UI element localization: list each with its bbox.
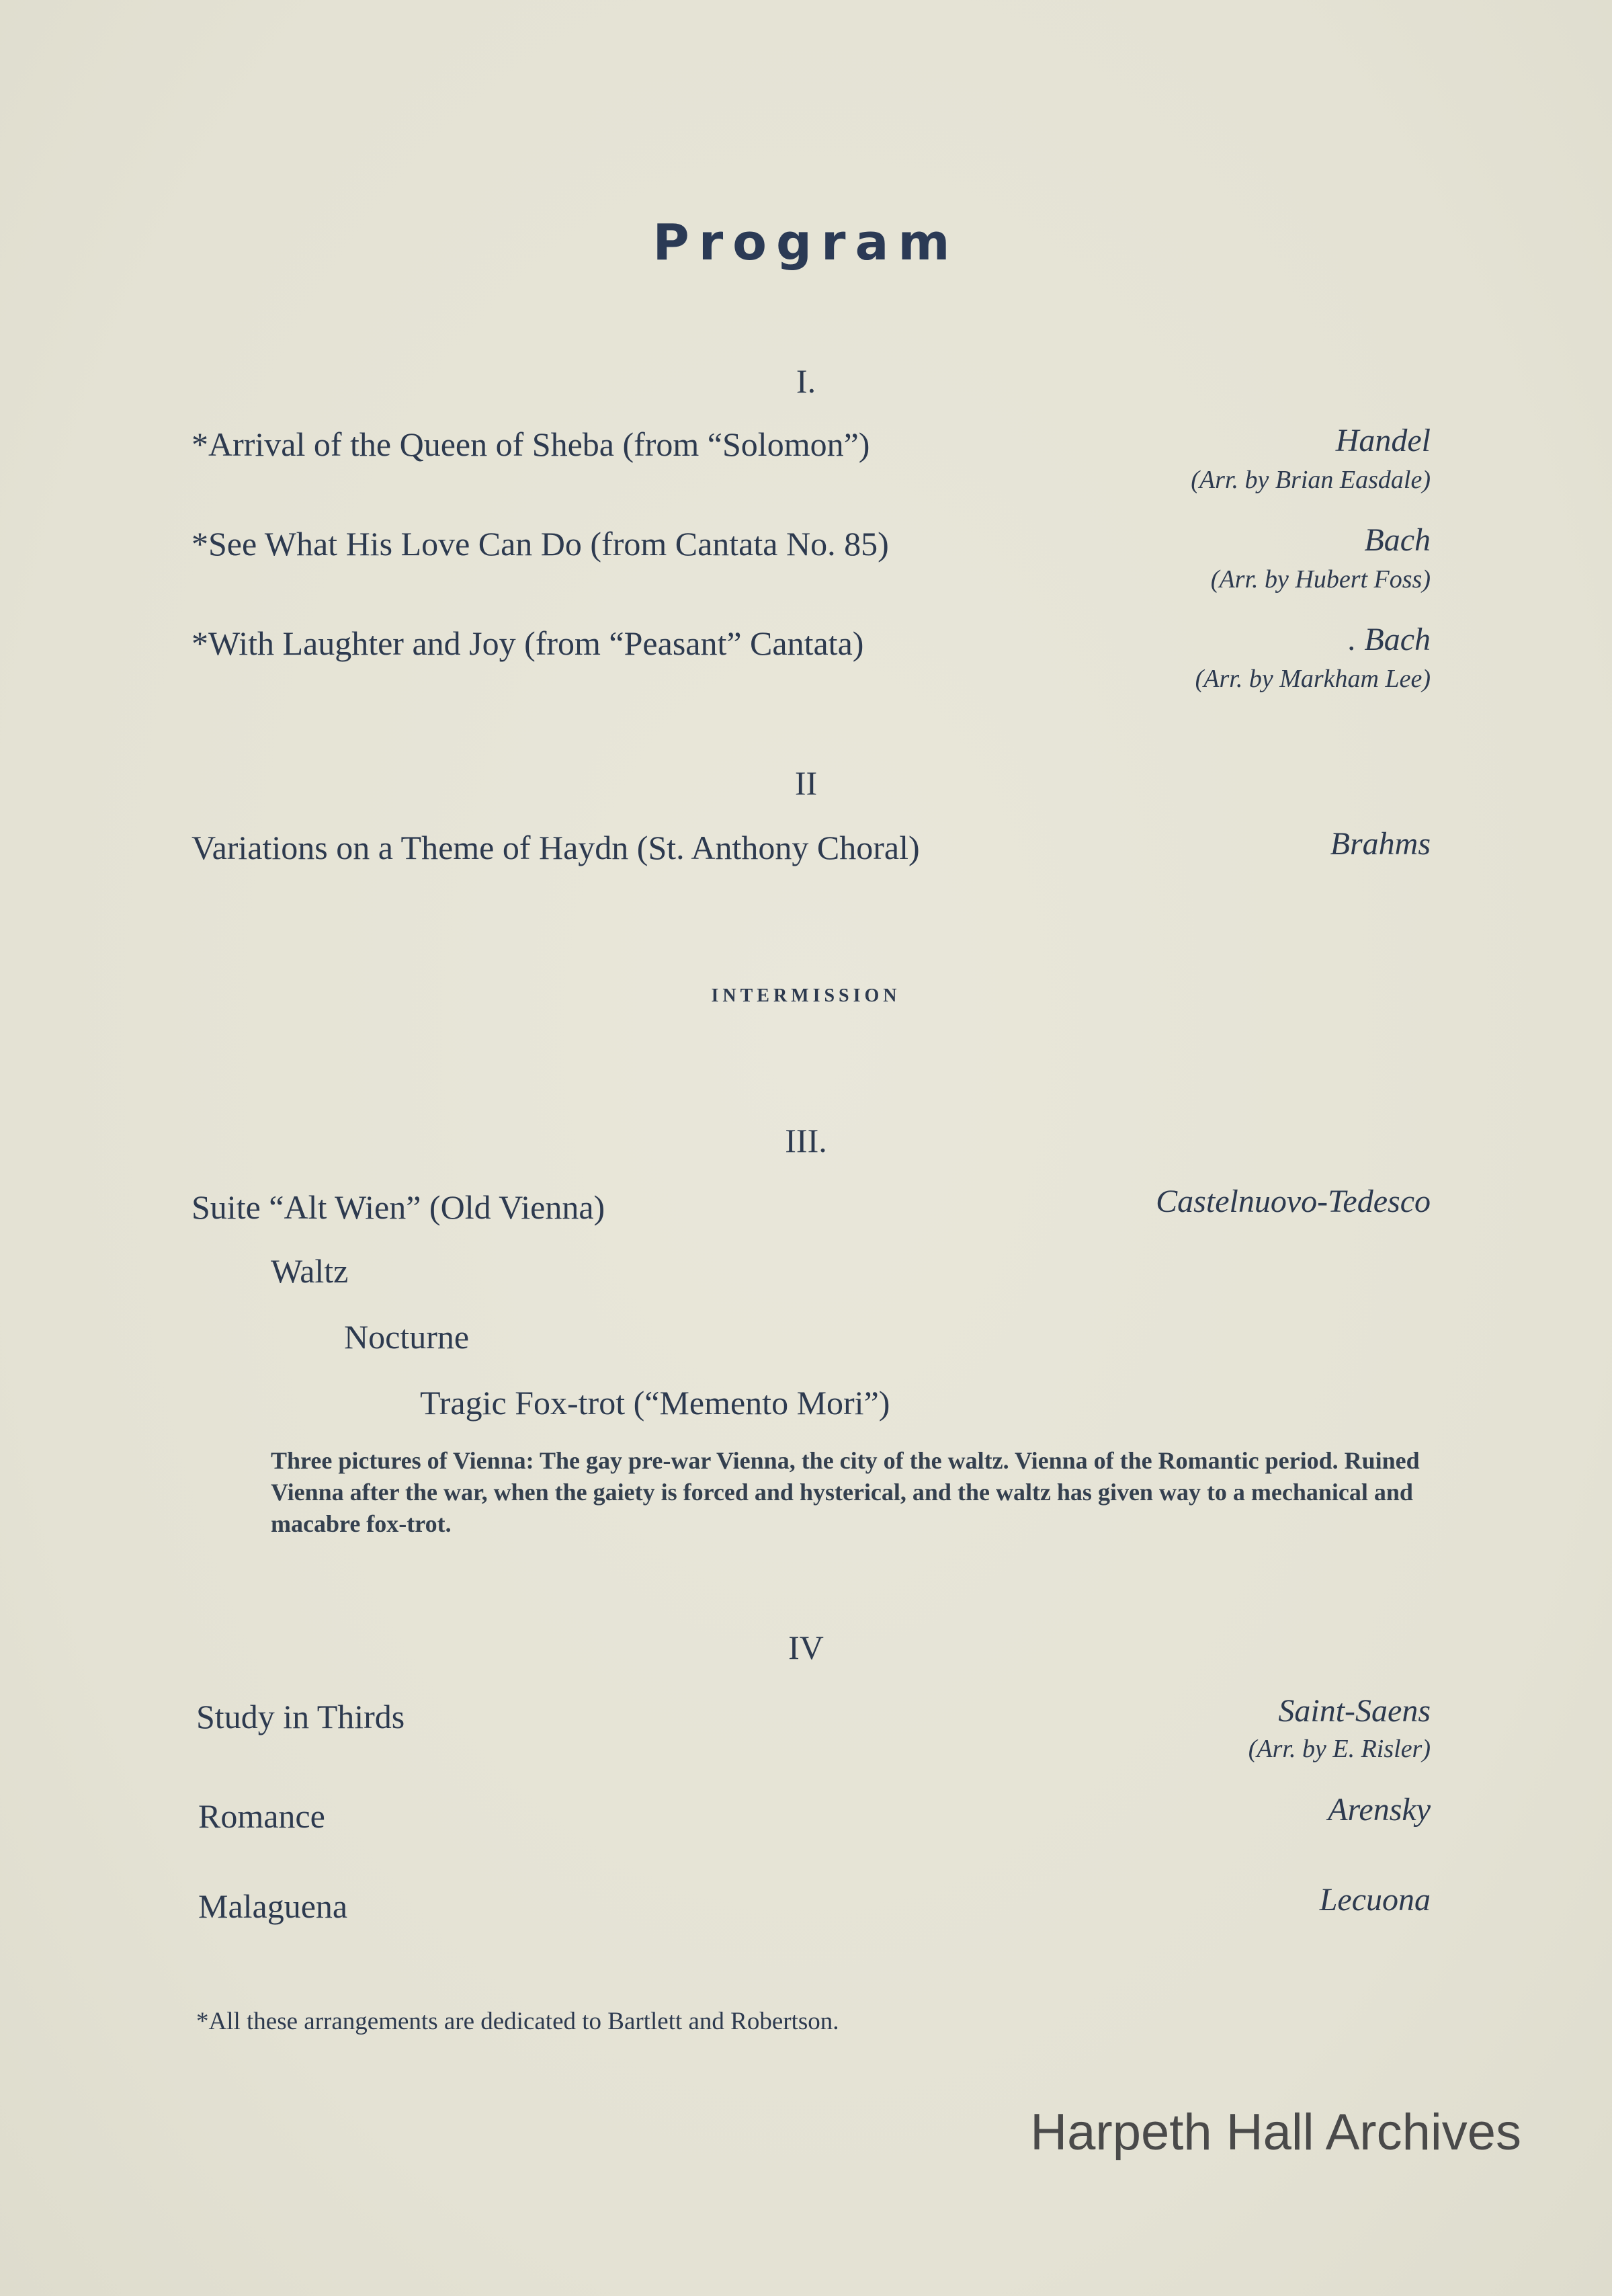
piece-title: Malaguena — [198, 1887, 348, 1925]
movement-title: Nocturne — [344, 1318, 470, 1356]
piece-title: Study in Thirds — [196, 1698, 405, 1735]
piece-title: Suite “Alt Wien” (Old Vienna) — [192, 1188, 605, 1226]
piece-title: Variations on a Theme of Haydn (St. Anthony Choral) — [192, 829, 920, 866]
arranger-credit: (Arr. by Markham Lee) — [1195, 665, 1431, 693]
piece-title: *Arrival of the Queen of Sheba (from “Solomon”) — [192, 425, 870, 463]
page-title: Program — [652, 214, 960, 272]
archive-watermark: Harpeth Hall Archives — [1030, 2104, 1521, 2161]
composer-name: Lecuona — [1319, 1882, 1431, 1918]
program-note: Three pictures of Vienna: The gay pre-war Vienna, the city of the waltz. Vienna of the Romantic period. Ruined Vienna after the war, when the gaiety is forced and hysterical, and the waltz has given way to a mechanical and macabre fox-trot. — [271, 1447, 1420, 1537]
composer-name: Castelnuovo-Tedesco — [1156, 1184, 1431, 1219]
piece-title: Romance — [198, 1797, 325, 1835]
arranger-credit: (Arr. by Brian Easdale) — [1191, 466, 1431, 494]
section-numeral-1: I. — [796, 362, 816, 400]
composer-name: Arensky — [1328, 1792, 1431, 1828]
composer-name: Bach — [1364, 522, 1431, 558]
section-numeral-4: IV — [788, 1629, 824, 1666]
intermission-label: INTERMISSION — [711, 985, 901, 1006]
composer-name: Saint-Saens — [1278, 1693, 1431, 1729]
composer-name: Brahms — [1330, 826, 1431, 862]
section-numeral-2: II — [794, 764, 818, 802]
footnote: *All these arrangements are dedicated to Bartlett and Robertson. — [196, 2008, 839, 2035]
piece-title: *See What His Love Can Do (from Cantata No. 85) — [192, 525, 889, 563]
section-numeral-3: III. — [785, 1122, 827, 1159]
movement-title: Waltz — [271, 1252, 349, 1290]
movement-title: Tragic Fox-trot (“Memento Mori”) — [420, 1384, 890, 1422]
arranger-credit: (Arr. by E. Risler) — [1248, 1735, 1431, 1763]
piece-title: *With Laughter and Joy (from “Peasant” Cantata) — [192, 624, 864, 662]
composer-name: . Bach — [1348, 622, 1431, 657]
arranger-credit: (Arr. by Hubert Foss) — [1210, 565, 1431, 593]
composer-name: Handel — [1335, 423, 1431, 458]
